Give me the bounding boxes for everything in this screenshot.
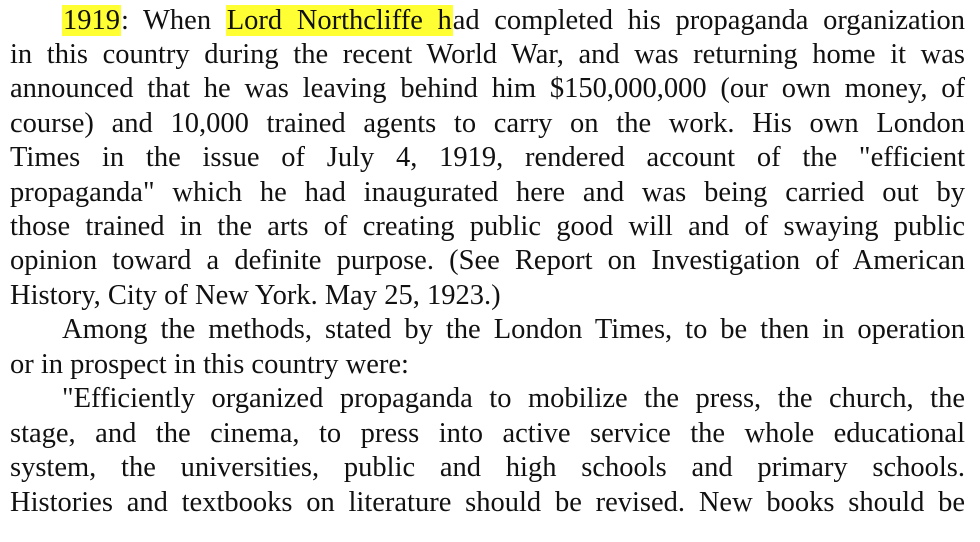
paragraph-2-line-2: or in prospect in this country were: xyxy=(10,349,409,380)
paragraph-1-line-6: propaganda" which he had inaugurated here and was being carried out by xyxy=(10,177,965,208)
paragraph-3-line-3: system, the universities, public and high schools and primary schools. xyxy=(10,452,965,483)
paragraph-3-line-4: Histories and textbooks on literature should be revised. New books should be xyxy=(10,487,965,518)
paragraph-1-line-5: Times in the issue of July 4, 1919, rendered account of the "efficient xyxy=(10,142,965,173)
paragraph-1-line-4: course) and 10,000 trained agents to carry on the work. His own London xyxy=(10,108,965,139)
highlighted-name: Lord Northcliffe h xyxy=(226,5,452,36)
paragraph-3-line-1: "Efficiently organized propaganda to mobilize the press, the church, the xyxy=(62,383,965,414)
paragraph-1-line-3: announced that he was leaving behind him $150,000,000 (our own money, of xyxy=(10,73,965,104)
text-after-name: ad completed his propaganda organization xyxy=(452,5,965,36)
paragraph-1-line-7: those trained in the arts of creating public good will and of swaying public xyxy=(10,211,965,242)
paragraph-1-line-1 xyxy=(62,4,965,38)
paragraph-1-line-2: in this country during the recent World War, and was returning home it was xyxy=(10,39,965,70)
paragraph-3-line-2: stage, and the cinema, to press into active service the whole educational xyxy=(10,418,965,449)
paragraph-1-line-8: opinion toward a definite purpose. (See Report on Investigation of American xyxy=(10,245,965,276)
highlighted-year: 1919 xyxy=(63,5,120,36)
text-after-year: : When xyxy=(121,5,226,36)
paragraph-2-line-1: Among the methods, stated by the London Times, to be then in operation xyxy=(62,314,965,345)
paragraph-1-line-9: History, City of New York. May 25, 1923.) xyxy=(10,280,501,311)
